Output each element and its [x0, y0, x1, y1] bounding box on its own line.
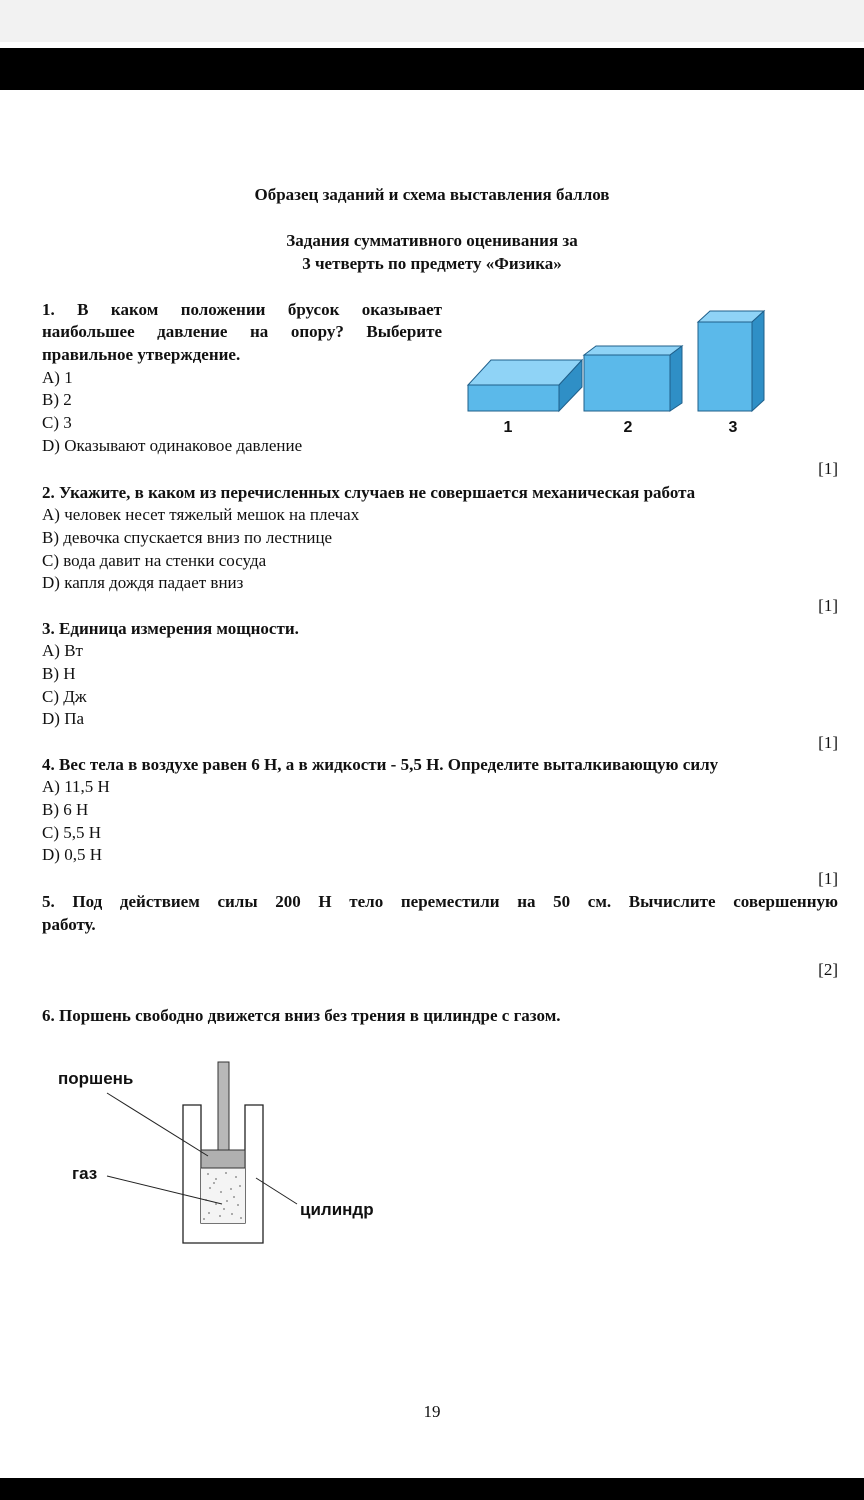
bottom-black-bar	[0, 1478, 864, 1500]
q3-question: 3. Единица измерения мощности.	[42, 619, 299, 638]
q4-points: [1]	[818, 869, 838, 888]
q2-question: 2. Укажите, в каком из перечисленных случаев не совершается механическая работа	[42, 483, 696, 502]
q4-option-a: A) 11,5 Н	[42, 777, 110, 796]
block-2	[584, 346, 682, 411]
label-piston: поршень	[58, 1069, 134, 1088]
q1-points: [1]	[818, 459, 838, 478]
q2-option-a: A) человек несет тяжелый мешок на плечах	[42, 505, 360, 524]
block-3	[698, 311, 764, 411]
q4-option-b: B) 6 Н	[42, 800, 89, 819]
q3-points: [1]	[818, 733, 838, 752]
top-black-bar	[0, 48, 864, 90]
q2-option-b: B) девочка спускается вниз по лестнице	[42, 528, 333, 547]
q1-option-b: B) 2	[42, 390, 72, 409]
q4-question: 4. Вес тела в воздухе равен 6 Н, а в жидкости - 5,5 Н. Определите выталкивающую силу	[42, 755, 719, 774]
block-label-2: 2	[623, 419, 633, 436]
label-cylinder: цилиндр	[300, 1200, 374, 1219]
q2-option-c: C) вода давит на стенки сосуда	[42, 551, 267, 570]
q1-option-d: D) Оказывают одинаковое давление	[42, 436, 303, 455]
page-number: 19	[423, 1402, 441, 1421]
gas-region	[201, 1168, 245, 1223]
q3-option-b: B) Н	[42, 664, 76, 683]
q1-text-line-2: наибольшее давление на опору? Выберите	[42, 322, 442, 341]
q4-option-c: C) 5,5 Н	[42, 823, 102, 842]
q2-points: [1]	[818, 596, 838, 615]
q4-option-d: D) 0,5 Н	[42, 845, 102, 864]
q1-text-line-3: правильное утверждение.	[42, 345, 241, 364]
q5-points: [2]	[818, 960, 838, 979]
q3-option-a: A) Вт	[42, 641, 83, 660]
q1-option-c: C) 3	[42, 413, 72, 432]
page-title: Образец заданий и схема выставления баллов	[254, 185, 610, 204]
q6-question: 6. Поршень свободно движется вниз без трения в цилиндре с газом.	[42, 1006, 561, 1025]
block-label-1: 1	[503, 419, 513, 436]
piston	[201, 1062, 245, 1168]
q3-option-c: C) Дж	[42, 687, 87, 706]
block-1	[468, 360, 582, 411]
q1-option-a: A) 1	[42, 368, 73, 387]
q5-text-line-1: 5. Под действием силы 200 Н тело переместили на 50 см. Вычислите совершенную	[42, 892, 838, 911]
q1-text-line-1: 1. В каком положении брусок оказывает	[42, 300, 442, 319]
blocks-figure	[460, 305, 780, 420]
q2-option-d: D) капля дождя падает вниз	[42, 573, 244, 592]
q5-text-line-2: работу.	[42, 915, 96, 934]
subtitle-line-1: Задания суммативного оценивания за	[286, 231, 578, 250]
q3-option-d: D) Па	[42, 709, 85, 728]
status-bar-area	[0, 0, 864, 42]
subtitle-line-2: 3 четверть по предмету «Физика»	[302, 254, 562, 273]
label-gas: газ	[72, 1164, 98, 1183]
block-label-3: 3	[728, 419, 738, 436]
